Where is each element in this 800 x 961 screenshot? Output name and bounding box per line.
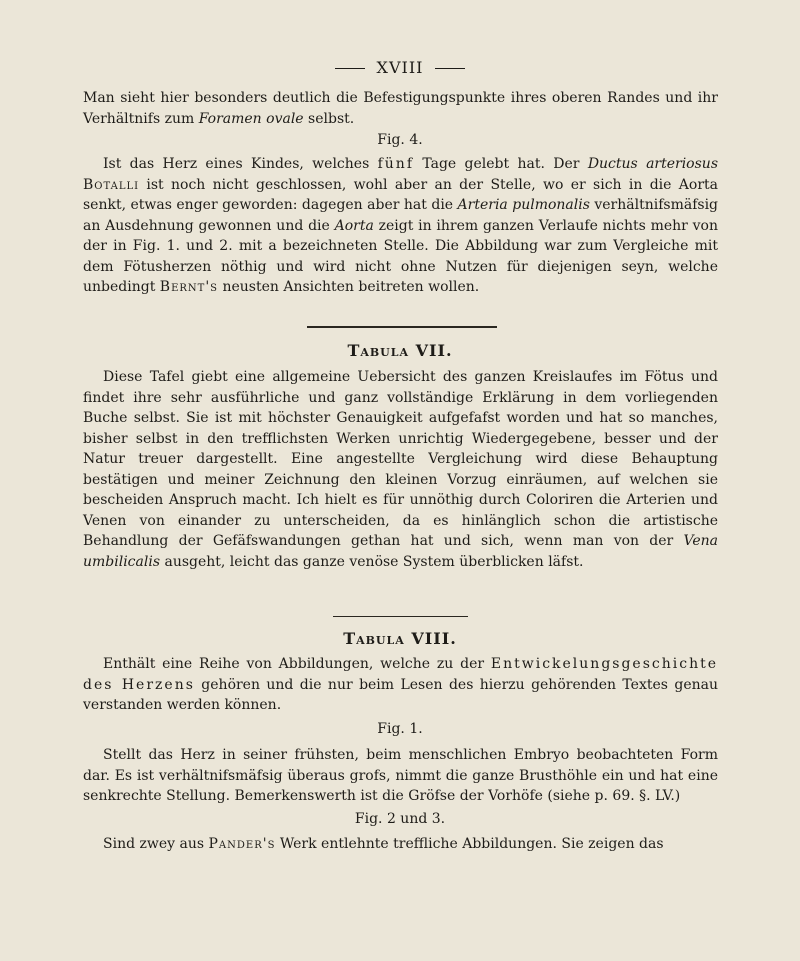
fig4-text-3: ist noch nicht geschlossen, wohl aber an der Stelle, wo er sich in die Aorta senkt, etwas enger geworden: dagegen aber hat die xyxy=(83,176,718,213)
section-rule-short xyxy=(333,616,468,617)
tabula-vii-paragraph xyxy=(83,367,718,572)
fig-4-paragraph xyxy=(83,154,718,298)
fig4-text-1: Ist das Herz eines Kindes, welches xyxy=(103,156,378,172)
tab8-text-2: gehören und die nur beim Lesen des hierzu gehörenden Textes genau verstanden werden können. xyxy=(83,676,718,713)
ductus-arteriosus-term: Ductus arteriosus xyxy=(587,156,718,172)
fig4-text-6: neusten Ansichten beitreten wollen. xyxy=(218,279,480,295)
funf-spaced: fünf xyxy=(377,156,415,172)
arteria-pulmonalis-term: Arteria pulmonalis xyxy=(457,197,590,213)
fig-2-3-heading: Fig. 2 und 3. xyxy=(354,811,446,827)
section-rule xyxy=(307,326,497,328)
fig4-text-4: verhältnifsmäfsig an Ausdehnung gewonnen und die xyxy=(83,197,719,234)
foramen-ovale-term: Foramen ovale xyxy=(198,110,304,127)
fig23-text-2: Werk entlehnte treffliche Abbildungen. Sie zeigen das xyxy=(275,836,664,852)
bernt-name: Bernt's xyxy=(159,279,219,295)
fig-1-heading: Fig. 1. xyxy=(377,721,423,737)
intro-paragraph xyxy=(83,88,718,129)
aorta-term: Aorta xyxy=(334,217,374,234)
botalli-name: Botalli xyxy=(83,176,140,193)
fig4-text-5: zeigt in ihrem ganzen Verlaufe nichts mehr von der in Fig. 1. und 2. mit a bezeichneten Stelle. Die Abbildung war zum Vergleiche mit dem Fötusherzen nöthig und wird nicht ohne Nutzen für diejenigen seyn, welche unbedingt xyxy=(83,217,718,295)
tabula-viii-heading: Tabula VIII. xyxy=(343,629,457,648)
intro-text-a: Man sieht hier besonders deutlich die Befestigungspunkte ihres oberen Randes und ihr Verhältnifs zum xyxy=(83,90,718,127)
tab8-text-1: Enthält eine Reihe von Abbildungen, welche zu der xyxy=(103,656,491,672)
vena-umbilicalis-term: Vena umbilicalis xyxy=(83,533,718,570)
fig1-text: Stellt das Herz in seiner frühsten, beim menschlichen Embryo beobachteten Form dar. Es ist verhältnifsmäfsig überaus grofs, nimmt die ganze Brusthöhle ein und hat eine senkrechte Stellung. Bemerkenswerth ist die Gröfse der Vorhöfe (siehe p. 69. §. LV.) xyxy=(83,747,718,804)
page-number xyxy=(0,58,800,77)
tab7-text-2: ausgeht, leicht das ganze venöse System überblicken läfst. xyxy=(160,553,584,570)
folio-dash-left xyxy=(335,68,365,69)
folio-dash-right xyxy=(435,68,465,69)
fig-1-paragraph xyxy=(83,745,718,807)
fig23-text-1: Sind zwey aus xyxy=(103,836,209,852)
tab7-text-1: Diese Tafel giebt eine allgemeine Uebersicht des ganzen Kreislaufes im Fötus und findet ihre sehr ausführliche und ganz vollständige Erklärung in dem vorliegenden Buche selbst. Sie ist mit höchster Genauigkeit aufgefafst worden und hat so manches, bisher selbst in den trefflichsten Werken unrichtig Wiedergegebene, besser und der Natur treuer dargestellt. Eine angestellte Vergleichung wird diese Behauptung bestätigen und meiner Zeichnung den kleinen Vorzug einräumen, auf welchen sie bescheiden Anspruch macht. Ich hielt es für unnöthig durch Coloriren die Arterien und Venen von einander zu unterscheiden, da es hinlänglich schon die artistische Behandlung der Gefäfswandungen gethan hat und sich, wenn man von der xyxy=(83,369,718,549)
tabula-vii-heading: Tabula VII. xyxy=(347,341,453,360)
pander-name: Pander's xyxy=(208,836,276,852)
entwickelungsgeschichte-spaced: Entwickelungsgeschichte des Herzens xyxy=(83,656,718,693)
folio-text: XVIII xyxy=(376,58,424,77)
fig-4-heading: Fig. 4. xyxy=(377,132,423,148)
fig4-text-2: Tage gelebt hat. Der xyxy=(414,156,588,172)
intro-text-b: selbst. xyxy=(303,110,355,127)
fig-2-3-paragraph xyxy=(83,834,718,855)
tabula-viii-paragraph xyxy=(83,654,718,716)
